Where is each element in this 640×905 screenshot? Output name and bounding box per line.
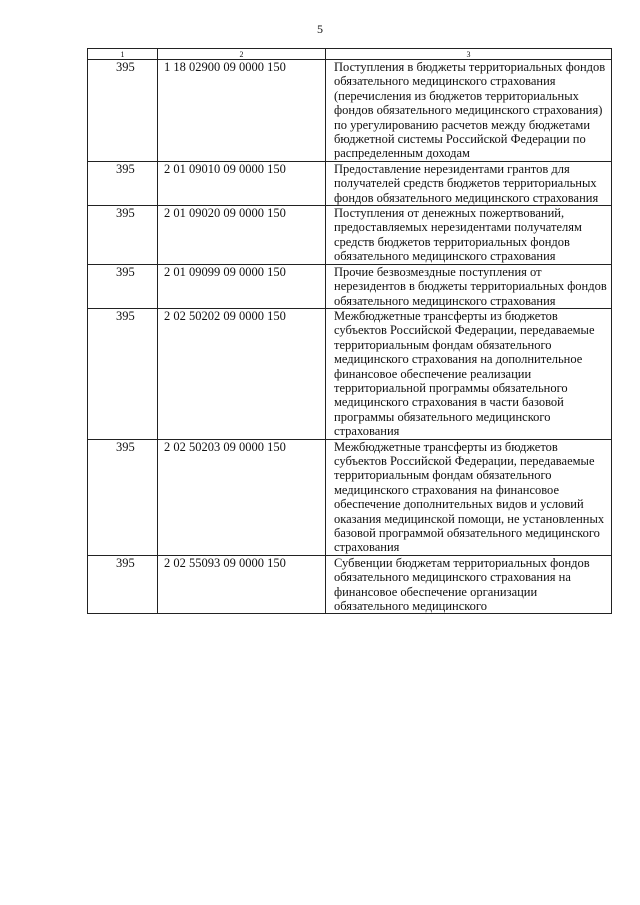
- admin-code-cell: 395: [88, 60, 158, 162]
- admin-code-cell: 395: [88, 308, 158, 439]
- revenue-name-text: Межбюджетные трансферты из бюджетов субъектов Российской Федерации, передаваемые территориальным фондам обязательного медицинского страхования на финансовое обеспечение дополнительных видов и условий оказания медицинской помощи, не установленных базовой программой обязательного медицинского страхования: [334, 439, 605, 555]
- revenue-name-text: Прочие безвозмездные поступления от нерезидентов в бюджеты территориальных фондов обязательного медицинского страхования: [334, 264, 607, 308]
- revenue-name-text: Предоставление нерезидентами грантов для получателей средств бюджетов территориальных фондов обязательного медицинского страхования: [334, 161, 599, 205]
- budget-code-cell: 1 18 02900 09 0000 150: [158, 60, 326, 162]
- revenue-name-text: Поступления в бюджеты территориальных фондов обязательного медицинского страхования (перечисления из бюджетов территориальных фондов обязательного медицинского страхования) по урегулированию расчетов между бюджетами бюджетной системы Российской Федерации по распределенным доходам: [334, 60, 606, 161]
- page-number: 5: [317, 22, 323, 36]
- revenue-name-cell: [326, 308, 612, 439]
- table-row: [88, 308, 612, 439]
- admin-code-cell: 395: [88, 439, 158, 555]
- admin-code-cell: 395: [88, 161, 158, 205]
- budget-code-cell: 2 02 55093 09 0000 150: [158, 555, 326, 614]
- budget-codes-table: [87, 48, 612, 614]
- budget-code-cell: 2 01 09099 09 0000 150: [158, 264, 326, 308]
- revenue-name-cell: [326, 555, 612, 614]
- budget-code-cell: 2 01 09020 09 0000 150: [158, 206, 326, 265]
- revenue-name-text: Межбюджетные трансферты из бюджетов субъектов Российской Федерации, передаваемые территориальным фондам обязательного медицинского страхования на дополнительное финансовое обеспечение реализации территориальной программы обязательного медицинского страхования в части базовой программы обязательного медицинского страхования: [334, 308, 595, 439]
- table-row: [88, 555, 612, 614]
- revenue-name-text: Поступления от денежных пожертвований, предоставляемых нерезидентами получателям средств бюджетов территориальных фондов обязательного медицинского страхования: [334, 206, 582, 264]
- admin-code-cell: 395: [88, 264, 158, 308]
- revenue-name-cell: [326, 206, 612, 265]
- admin-code-cell: 395: [88, 206, 158, 265]
- revenue-name-cell: [326, 264, 612, 308]
- column-number-2: 2: [158, 49, 326, 60]
- budget-code-cell: 2 02 50203 09 0000 150: [158, 439, 326, 555]
- table-row: [88, 206, 612, 265]
- table-row: [88, 60, 612, 162]
- revenue-name-cell: [326, 439, 612, 555]
- table-row: [88, 264, 612, 308]
- column-numbers-row: [88, 49, 612, 60]
- budget-code-cell: 2 02 50202 09 0000 150: [158, 308, 326, 439]
- revenue-name-text: Субвенции бюджетам территориальных фондов обязательного медицинского страхования на финансовое обеспечение организации обязательного медицинского: [334, 555, 590, 614]
- revenue-name-cell: [326, 60, 612, 162]
- column-number-3: 3: [326, 49, 612, 60]
- table-row: [88, 161, 612, 205]
- revenue-name-cell: [326, 161, 612, 205]
- admin-code-cell: 395: [88, 555, 158, 614]
- column-number-1: 1: [88, 49, 158, 60]
- budget-code-cell: 2 01 09010 09 0000 150: [158, 161, 326, 205]
- table-row: [88, 439, 612, 555]
